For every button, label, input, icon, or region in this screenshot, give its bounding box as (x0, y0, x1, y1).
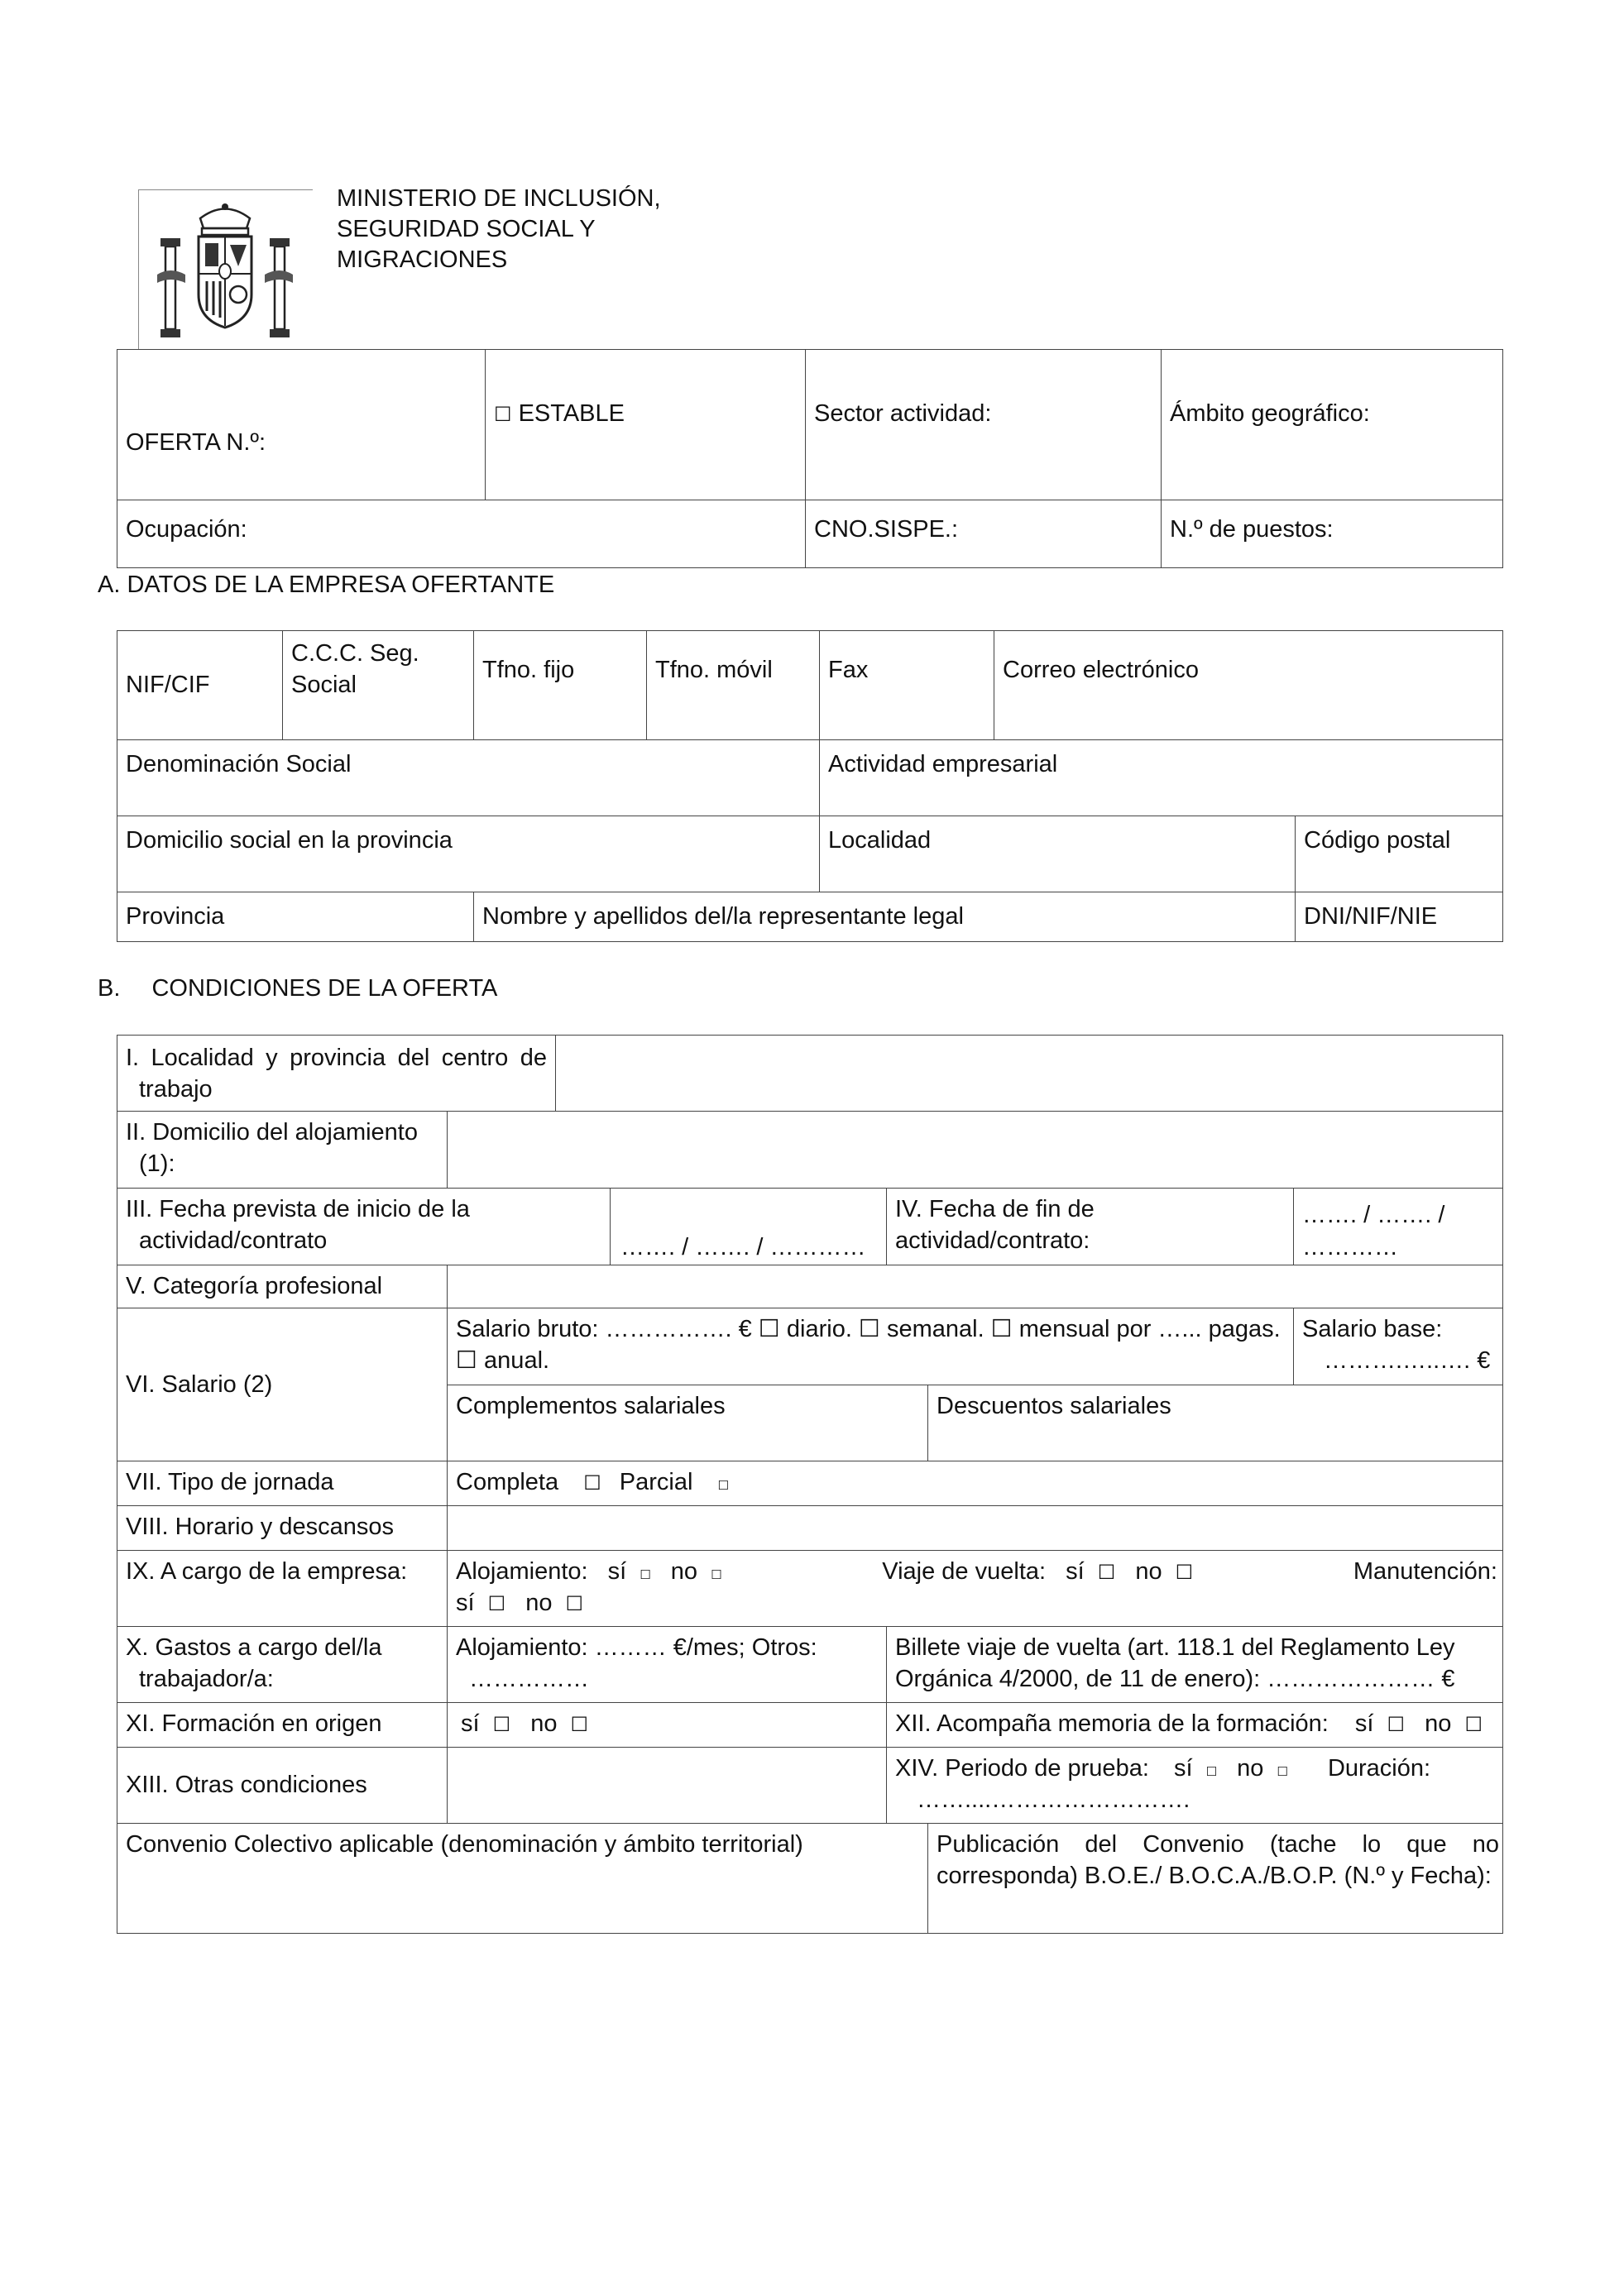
memoria-si-label: sí (1354, 1710, 1374, 1737)
conditions-table (117, 1035, 1503, 1934)
estable-cell[interactable] (486, 350, 806, 500)
duracion-label: Duración: (1327, 1755, 1431, 1782)
memoria-cell (887, 1703, 1503, 1748)
parcial-label: Parcial (619, 1469, 693, 1495)
emblem-frame (138, 189, 313, 349)
company-table (117, 630, 1503, 942)
formacion-no-checkbox[interactable]: ☐ (570, 1713, 589, 1736)
aloj-no-checkbox[interactable]: ☐ (711, 1567, 722, 1582)
otras-value[interactable] (448, 1748, 887, 1824)
memoria-label: XII. Acompaña memoria de la formación: (895, 1710, 1329, 1737)
viaje-si-checkbox[interactable]: ☐ (1097, 1561, 1116, 1584)
formacion-label: XI. Formación en origen (126, 1710, 382, 1737)
nif-cell[interactable] (117, 631, 283, 740)
domicilio-label: Domicilio social en la provincia (126, 827, 453, 854)
correo-label: Correo electrónico (1003, 657, 1199, 683)
viaje-no-label: no (1135, 1558, 1162, 1585)
actividad-cell[interactable] (820, 740, 1503, 816)
aloj-no-label: no (670, 1558, 698, 1585)
fecha-fin-label: IV. Fecha de fin de actividad/contrato: (895, 1196, 1095, 1255)
fecha-fin-label-cell (887, 1189, 1294, 1265)
aloj-si-label: sí (607, 1558, 627, 1585)
ministry-line-2: SEGURIDAD SOCIAL Y (337, 216, 596, 242)
prueba-no-label: no (1237, 1755, 1264, 1782)
centro-trabajo-label-cell (117, 1036, 556, 1112)
formacion-no-label: no (530, 1710, 558, 1737)
jornada-label-cell (117, 1461, 448, 1506)
ambito-label: Ámbito geográfico: (1170, 400, 1370, 427)
complementos-cell[interactable] (448, 1385, 928, 1461)
formacion-options (448, 1703, 887, 1748)
otras-label-cell (117, 1748, 448, 1824)
cno-label: CNO.SISPE.: (814, 516, 959, 543)
duracion-value[interactable]: ……....……………………. (917, 1787, 1190, 1814)
denominacion-cell[interactable] (117, 740, 820, 816)
fecha-fin-date: ……. / ……. / ………… (1302, 1202, 1445, 1260)
actividad-label: Actividad empresarial (828, 751, 1058, 777)
estable-label: ESTABLE (518, 400, 625, 427)
categoria-value[interactable] (448, 1265, 1503, 1308)
salario-base-cell[interactable] (1294, 1308, 1503, 1385)
billete-text: Billete viaje de vuelta (art. 118.1 del Reglamento Ley Orgánica 4/2000, de 11 de enero): ………………… € (895, 1634, 1455, 1693)
fax-cell[interactable] (820, 631, 994, 740)
denominacion-label: Denominación Social (126, 751, 352, 777)
manut-si-label: sí (456, 1590, 475, 1617)
section-b-title (98, 973, 497, 1004)
dni-cell[interactable] (1296, 892, 1503, 942)
fax-label: Fax (828, 657, 869, 683)
prueba-cell (887, 1748, 1503, 1824)
ministry-name (337, 184, 661, 275)
salario-bruto-text: Salario bruto: ……………. € ☐ diario. ☐ semanal. ☐ mensual por …... pagas. ☐ anual. (456, 1316, 1281, 1375)
section-a-title: A. DATOS DE LA EMPRESA OFERTANTE (98, 572, 555, 598)
fecha-fin-value[interactable] (1294, 1189, 1503, 1265)
tfno-movil-label: Tfno. móvil (655, 657, 773, 683)
salario-label-cell (117, 1308, 448, 1461)
centro-trabajo-label: I. Localidad y provincia del centro de trabajo (126, 1045, 547, 1103)
tfno-fijo-cell[interactable] (474, 631, 647, 740)
gastos-aloj-cell[interactable] (448, 1627, 887, 1703)
section-b-letter: B. (98, 975, 121, 1002)
tfno-movil-cell[interactable] (647, 631, 820, 740)
domicilio-alojamiento-label-cell (117, 1112, 448, 1189)
manut-no-label: no (525, 1590, 553, 1617)
horario-value[interactable] (448, 1506, 1503, 1551)
jornada-label: VII. Tipo de jornada (126, 1469, 334, 1495)
prueba-si-label: sí (1173, 1755, 1193, 1782)
viaje-si-label: sí (1066, 1558, 1085, 1585)
fecha-inicio-date: ……. / ……. / ………… (620, 1233, 866, 1260)
gastos-label: X. Gastos a cargo del/la trabajador/a: (126, 1634, 382, 1693)
localidad-cell[interactable] (820, 816, 1296, 892)
ccc-label: C.C.C. Seg. Social (291, 640, 419, 699)
horario-label-cell (117, 1506, 448, 1551)
fecha-inicio-value[interactable] (611, 1189, 887, 1265)
tfno-fijo-label: Tfno. fijo (482, 657, 575, 683)
oferta-label: OFERTA N.º: (126, 428, 266, 456)
cargo-empresa-label-cell (117, 1551, 448, 1627)
salario-label: VI. Salario (2) (126, 1370, 273, 1398)
descuentos-label: Descuentos salariales (937, 1393, 1171, 1419)
memoria-no-checkbox[interactable]: ☐ (1464, 1713, 1483, 1736)
gastos-label-cell (117, 1627, 448, 1703)
viaje-label: Viaje de vuelta: (882, 1558, 1047, 1585)
memoria-si-checkbox[interactable]: ☐ (1387, 1713, 1406, 1736)
ministry-line-1: MINISTERIO DE INCLUSIÓN, (337, 185, 661, 212)
completa-label: Completa (456, 1469, 559, 1495)
cno-cell[interactable] (806, 500, 1162, 568)
billete-cell[interactable] (887, 1627, 1503, 1703)
manut-si-checkbox[interactable]: ☐ (487, 1592, 506, 1616)
domicilio-alojamiento-value[interactable] (448, 1112, 1503, 1189)
fecha-inicio-label-cell (117, 1189, 611, 1265)
ambito-cell[interactable] (1162, 350, 1503, 500)
complementos-label: Complementos salariales (456, 1393, 726, 1419)
categoria-label: V. Categoría profesional (126, 1273, 383, 1299)
localidad-label: Localidad (828, 827, 932, 854)
viaje-no-checkbox[interactable]: ☐ (1175, 1561, 1194, 1584)
salario-bruto-cell[interactable] (448, 1308, 1294, 1385)
ocupacion-cell[interactable] (117, 500, 806, 568)
convenio-label: Convenio Colectivo aplicable (denominación y ámbito territorial) (126, 1831, 803, 1858)
publicacion-label: Publicación del Convenio (tache lo que no corresponda) B.O.E./ B.O.C.A./B.O.P. (N.º y Fecha): (937, 1831, 1499, 1890)
coat-of-arms-icon (142, 195, 308, 352)
dni-label: DNI/NIF/NIE (1304, 903, 1438, 930)
aloj-label: Alojamiento: (456, 1558, 588, 1585)
completa-checkbox[interactable]: ☐ (583, 1471, 601, 1495)
formacion-si-label: sí (461, 1710, 480, 1737)
salario-base-label: Salario base: (1302, 1316, 1443, 1342)
provincia-label: Provincia (126, 903, 225, 930)
aloj-si-checkbox[interactable]: ☐ (640, 1567, 651, 1582)
cargo-empresa-label: IX. A cargo de la empresa: (126, 1558, 408, 1585)
prueba-label: XIV. Periodo de prueba: (895, 1755, 1149, 1782)
formacion-si-checkbox[interactable]: ☐ (492, 1713, 511, 1736)
representante-cell[interactable] (474, 892, 1296, 942)
domicilio-alojamiento-label: II. Domicilio del alojamiento (1): (126, 1119, 418, 1178)
cargo-empresa-options (448, 1551, 1503, 1627)
publicacion-cell[interactable] (928, 1824, 1503, 1934)
salario-base-value: ……….…..…. € (1324, 1347, 1491, 1375)
ministry-line-3: MIGRACIONES (337, 246, 508, 273)
domicilio-cell[interactable] (117, 816, 820, 892)
puestos-cell[interactable] (1162, 500, 1503, 568)
gastos-aloj-text: Alojamiento: ……… €/mes; Otros: …………… (456, 1634, 817, 1693)
manut-no-checkbox[interactable]: ☐ (565, 1592, 584, 1616)
sector-cell[interactable] (806, 350, 1162, 500)
jornada-options-cell (448, 1461, 1503, 1506)
horario-label: VIII. Horario y descansos (126, 1514, 394, 1540)
categoria-label-cell (117, 1265, 448, 1308)
estable-checkbox[interactable]: ☐ (494, 403, 512, 426)
representante-label: Nombre y apellidos del/la representante legal (482, 903, 964, 930)
correo-cell[interactable] (994, 631, 1503, 740)
prueba-no-checkbox[interactable]: ☐ (1277, 1764, 1288, 1779)
puestos-label: N.º de puestos: (1170, 516, 1334, 543)
codigo-postal-label: Código postal (1304, 827, 1451, 854)
fecha-inicio-label: III. Fecha prevista de inicio de la actividad/contrato (126, 1196, 470, 1255)
ccc-cell[interactable] (283, 631, 474, 740)
descuentos-cell[interactable] (928, 1385, 1503, 1461)
sector-label: Sector actividad: (814, 400, 992, 427)
manutencion-label: Manutención: (1353, 1558, 1497, 1585)
ocupacion-label: Ocupación: (126, 516, 247, 543)
provincia-cell[interactable] (117, 892, 474, 942)
convenio-cell[interactable] (117, 1824, 928, 1934)
centro-trabajo-value[interactable] (556, 1036, 1503, 1112)
section-b-text: CONDICIONES DE LA OFERTA (151, 975, 498, 1002)
oferta-cell[interactable] (117, 350, 486, 500)
prueba-si-checkbox[interactable]: ☐ (1205, 1764, 1218, 1779)
nif-label: NIF/CIF (126, 672, 210, 699)
parcial-checkbox[interactable]: ☐ (717, 1478, 729, 1493)
otras-label: XIII. Otras condiciones (126, 1772, 367, 1799)
formacion-label-cell (117, 1703, 448, 1748)
offer-table (117, 349, 1503, 568)
codigo-postal-cell[interactable] (1296, 816, 1503, 892)
memoria-no-label: no (1425, 1710, 1452, 1737)
